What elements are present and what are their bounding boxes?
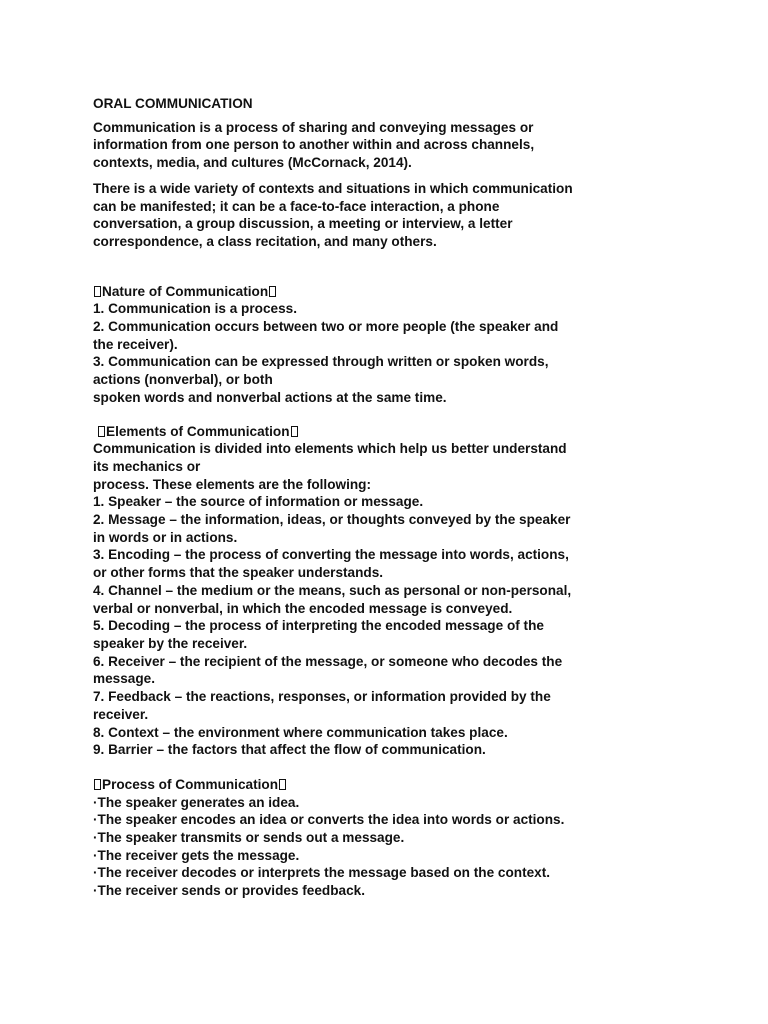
text-line: in words or in actions. [93,529,238,545]
text-line: the receiver). [93,336,178,352]
nature-section [93,283,678,407]
bullet-line: ·The receiver sends or provides feedback. [93,883,365,899]
elements-section [93,423,678,759]
text-line: process. These elements are the following: [93,476,371,492]
text-line: 5. Decoding – the process of interpreting the encoded message of the [93,618,544,634]
text-line: contexts, media, and cultures (McCornack, 2014). [93,155,412,171]
process-section [93,776,678,900]
text-line: There is a wide variety of contexts and situations in which communication [93,180,573,196]
text-line: receiver. [93,706,149,722]
text-line: verbal or nonverbal, in which the encoded message is conveyed. [93,600,513,616]
document-title: ORAL COMMUNICATION [93,96,253,111]
intro-paragraph-2 [93,180,678,251]
bullet-line: ·The speaker generates an idea. [93,794,300,810]
text-line: speaker by the receiver. [93,635,248,651]
text-line: its mechanics or [93,458,201,474]
text-line: 4. Channel – the medium or the means, such as personal or non-personal, [93,582,572,598]
text-line: 3. Encoding – the process of converting the message into words, actions, [93,547,569,563]
bullet-line: ·The speaker encodes an idea or converts the idea into words or actions. [93,812,565,828]
text-line: 1. Communication is a process. [93,301,297,317]
text-line: 6. Receiver – the recipient of the message, or someone who decodes the [93,653,563,669]
section-heading: Elements of Communication [93,423,678,441]
missing-glyph-icon [269,286,276,297]
text-line: actions (nonverbal), or both [93,372,273,388]
bullet-line: ·The receiver decodes or interprets the message based on the context. [93,865,551,881]
section-heading: Nature of Communication [93,283,678,301]
text-line: Communication is a process of sharing and conveying messages or [93,119,534,135]
section-heading: Process of Communication [93,776,678,794]
missing-glyph-icon [291,426,298,437]
text-line: Communication is divided into elements which help us better understand [93,441,567,457]
missing-glyph-icon [98,426,105,437]
text-line: spoken words and nonverbal actions at the same time. [93,389,447,405]
text-line: or other forms that the speaker understands. [93,565,384,581]
intro-paragraph-1 [93,119,678,172]
text-line: correspondence, a class recitation, and many others. [93,233,437,249]
text-line: 9. Barrier – the factors that affect the flow of communication. [93,742,486,758]
text-line: 1. Speaker – the source of information or message. [93,494,424,510]
bullet-line: ·The receiver gets the message. [93,847,300,863]
text-line: can be manifested; it can be a face-to-face interaction, a phone [93,198,500,214]
text-line: information from one person to another within and across channels, [93,137,535,153]
text-line: 3. Communication can be expressed through written or spoken words, [93,354,549,370]
missing-glyph-icon [94,286,101,297]
text-line: conversation, a group discussion, a meeting or interview, a letter [93,216,513,232]
text-line: message. [93,671,155,687]
text-line: 7. Feedback – the reactions, responses, or information provided by the [93,689,551,705]
document-page [93,95,678,900]
text-line: 2. Message – the information, ideas, or thoughts conveyed by the speaker [93,512,571,528]
missing-glyph-icon [279,779,286,790]
bullet-line: ·The speaker transmits or sends out a message. [93,830,405,846]
text-line: 2. Communication occurs between two or more people (the speaker and [93,319,559,335]
missing-glyph-icon [94,779,101,790]
text-line: 8. Context – the environment where communication takes place. [93,724,508,740]
